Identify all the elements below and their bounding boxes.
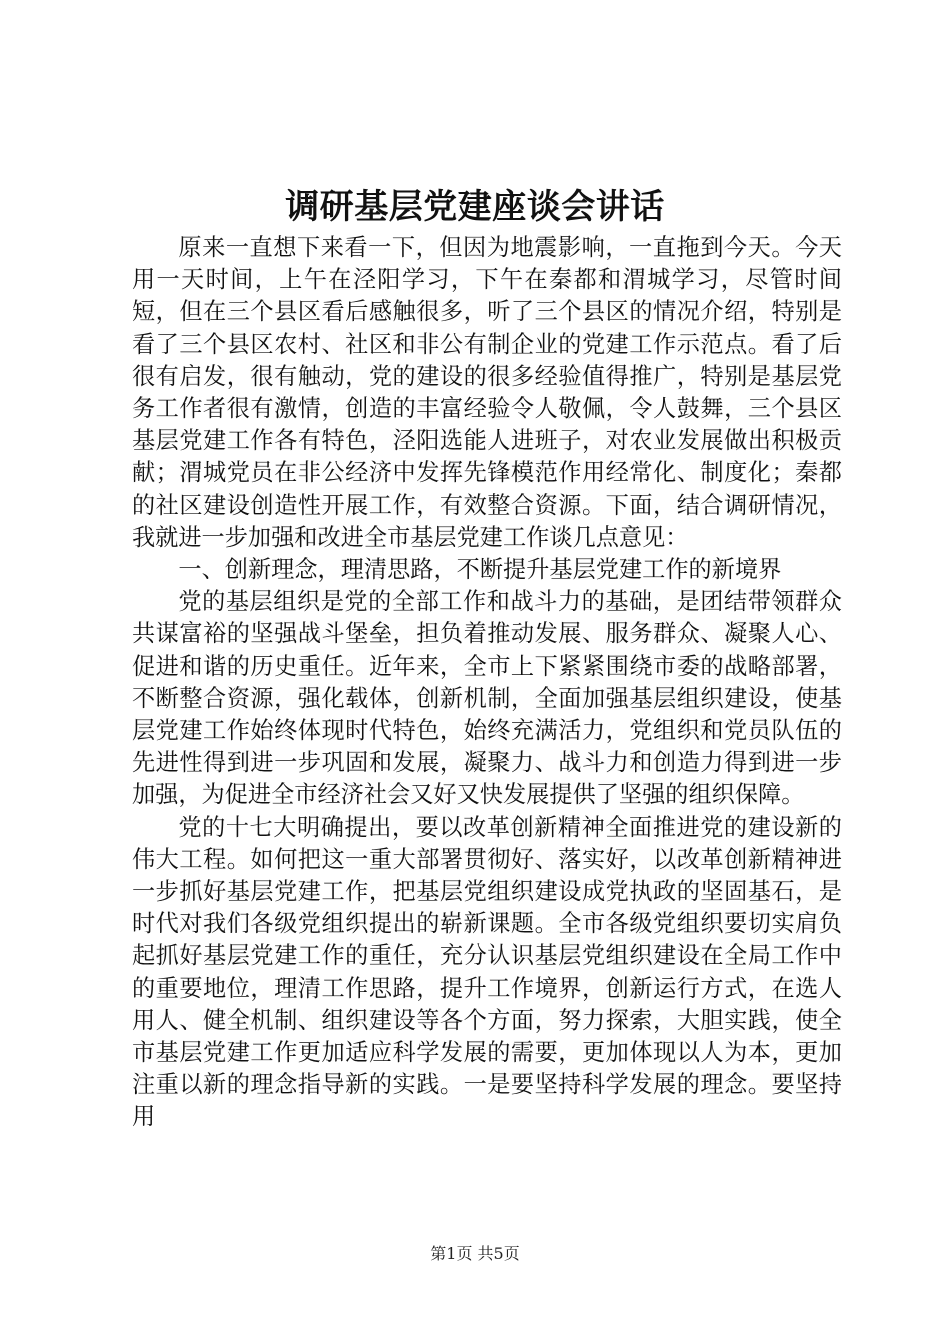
document-title: 调研基层党建座谈会讲话 [285, 187, 665, 227]
page-number: 第1页 共5页 [430, 1244, 520, 1263]
document-body [132, 232, 842, 1134]
paragraph-grassroots-foundation: 党的基层组织是党的全部工作和战斗力的基础，是团结带领群众共谋富裕的坚强战斗堡垒，担负着推动发展、服务群众、凝聚人心、促进和谐的历史重任。近年来，全市上下紧紧围绕市委的战略部署，不断整合资源，强化载体，创新机制，全面加强基层组织建设，使基层党建工作始终体现时代特色，始终充满活力，党组织和党员队伍的先进性得到进一步巩固和发展，凝聚力、战斗力和创造力得到进一步加强，为促进全市经济社会又好又快发展提供了坚强的组织保障。 [132, 588, 842, 809]
paragraph-intro: 原来一直想下来看一下，但因为地震影响，一直拖到今天。今天用一天时间，上午在泾阳学习，下午在秦都和渭城学习，尽管时间短，但在三个县区看后感触很多，听了三个县区的情况介绍，特别是看了三个县区农村、社区和非公有制企业的党建工作示范点。看了后很有启发，很有触动，党的建设的很多经验值得推广，特别是基层党务工作者很有激情，创造的丰富经验令人敬佩，令人鼓舞，三个县区基层党建工作各有特色，泾阳选能人进班子，对农业发展做出积极贡献；渭城党员在非公经济中发挥先锋模范作用经常化、制度化；秦都的社区建设创造性开展工作，有效整合资源。下面，结合调研情况，我就进一步加强和改进全市基层党建工作谈几点意见： [132, 234, 842, 551]
paragraph-seventeenth-congress: 党的十七大明确提出，要以改革创新精神全面推进党的建设新的伟大工程。如何把这一重大部署贯彻好、落实好，以改革创新精神进一步抓好基层党建工作，把基层党组织建设成党执政的坚固基石，是时代对我们各级党组织提出的崭新课题。全市各级党组织要切实肩负起抓好基层党建工作的重任，充分认识基层党组织建设在全局工作中的重要地位，理清工作思路，提升工作境界，创新运行方式，在选人用人、健全机制、组织建设等各个方面，努力探索，大胆实践，使全市基层党建工作更加适应科学发展的需要，更加体现以人为本，更加注重以新的理念指导新的实践。一是要坚持科学发展的理念。要坚持用 [132, 813, 842, 1131]
section-heading-1: 一、创新理念，理清思路，不断提升基层党建工作的新境界 [178, 556, 782, 584]
